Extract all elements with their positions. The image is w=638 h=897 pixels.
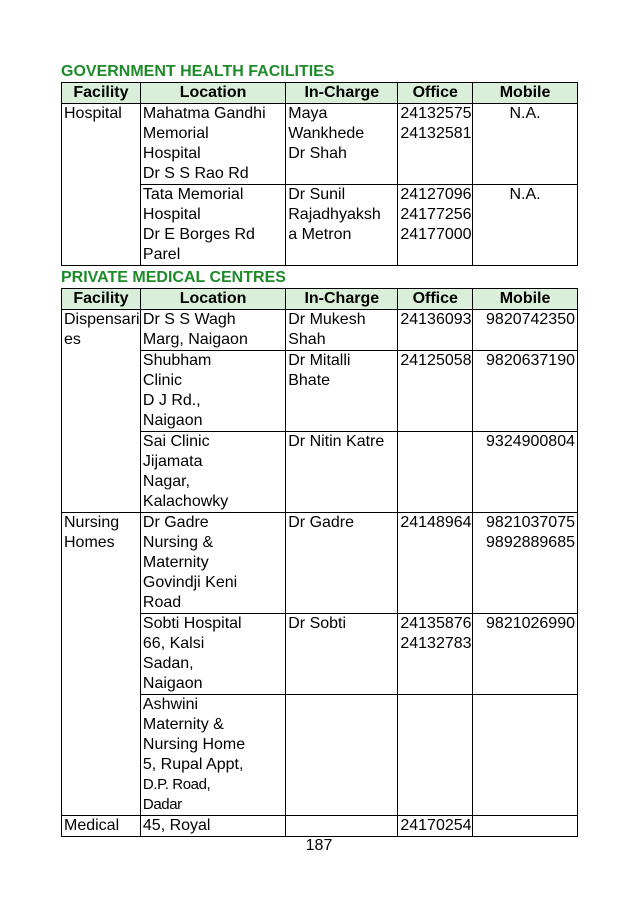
incharge-cell: Dr Sunil Rajadhyaksh a Metron [286, 185, 398, 266]
private-section-title: PRIVATE MEDICAL CENTRES [61, 269, 286, 286]
office-cell: 24148964 [398, 513, 473, 614]
facility-cell: Dispensari es [62, 310, 141, 513]
table-row [62, 104, 578, 185]
header-location: Location [140, 289, 285, 310]
incharge-cell: Dr Sobti [286, 614, 398, 695]
location-cell: Tata Memorial Hospital Dr E Borges Rd Parel [140, 185, 285, 266]
office-cell [398, 695, 473, 816]
header-location: Location [140, 83, 285, 104]
incharge-cell: Dr Gadre [286, 513, 398, 614]
mobile-cell: N.A. [473, 104, 578, 185]
page-number: 187 [305, 837, 333, 854]
location-cell: Sai Clinic Jijamata Nagar, Kalachowky [140, 432, 285, 513]
header-facility: Facility [62, 289, 141, 310]
location-cell: Ashwini Maternity & Nursing Home 5, Rupal Appt, D.P. Road, Dadar [140, 695, 285, 816]
location-cell: Shubham Clinic D J Rd., Naigaon [140, 351, 285, 432]
location-cell: 45, Royal [140, 816, 285, 837]
location-cell: Sobti Hospital 66, Kalsi Sadan, Naigaon [140, 614, 285, 695]
office-cell [398, 432, 473, 513]
incharge-cell [286, 816, 398, 837]
incharge-cell: Dr Nitin Katre [286, 432, 398, 513]
mobile-cell: 9820742350 [473, 310, 578, 351]
facility-cell: Nursing Homes [62, 513, 141, 816]
incharge-cell [286, 695, 398, 816]
office-cell: 24136093 [398, 310, 473, 351]
mobile-cell [473, 816, 578, 837]
mobile-cell [473, 695, 578, 816]
mobile-cell: 9821037075 9892889685 [473, 513, 578, 614]
header-incharge: In-Charge [286, 289, 398, 310]
table-row [62, 513, 578, 614]
table-header-row [62, 83, 578, 104]
location-cell: Mahatma Gandhi Memorial Hospital Dr S S Rao Rd [140, 104, 285, 185]
location-cell: Dr Gadre Nursing & Maternity Govindji Keni Road [140, 513, 285, 614]
government-section-title: GOVERNMENT HEALTH FACILITIES [61, 63, 335, 80]
incharge-cell: Dr Mukesh Shah [286, 310, 398, 351]
office-cell: 24132575 24132581 [398, 104, 473, 185]
incharge-cell: Dr Mitalli Bhate [286, 351, 398, 432]
office-cell: 24127096 24177256 24177000 [398, 185, 473, 266]
government-facilities-table [61, 82, 578, 266]
incharge-cell: Maya Wankhede Dr Shah [286, 104, 398, 185]
mobile-cell: 9820637190 [473, 351, 578, 432]
mobile-cell: 9821026990 [473, 614, 578, 695]
header-facility: Facility [62, 83, 141, 104]
facility-cell: Hospital [62, 104, 141, 266]
facility-cell: Medical [62, 816, 141, 837]
header-mobile: Mobile [473, 83, 578, 104]
office-cell: 24135876 24132783 [398, 614, 473, 695]
header-office: Office [398, 289, 473, 310]
header-office: Office [398, 83, 473, 104]
document-page [61, 60, 578, 837]
mobile-cell: N.A. [473, 185, 578, 266]
location-cell: Dr S S Wagh Marg, Naigaon [140, 310, 285, 351]
private-medical-centres-table [61, 288, 578, 837]
table-row [62, 816, 578, 837]
mobile-cell: 9324900804 [473, 432, 578, 513]
header-mobile: Mobile [473, 289, 578, 310]
table-header-row [62, 289, 578, 310]
office-cell: 24125058 [398, 351, 473, 432]
office-cell: 24170254 [398, 816, 473, 837]
table-row [62, 310, 578, 351]
header-incharge: In-Charge [286, 83, 398, 104]
